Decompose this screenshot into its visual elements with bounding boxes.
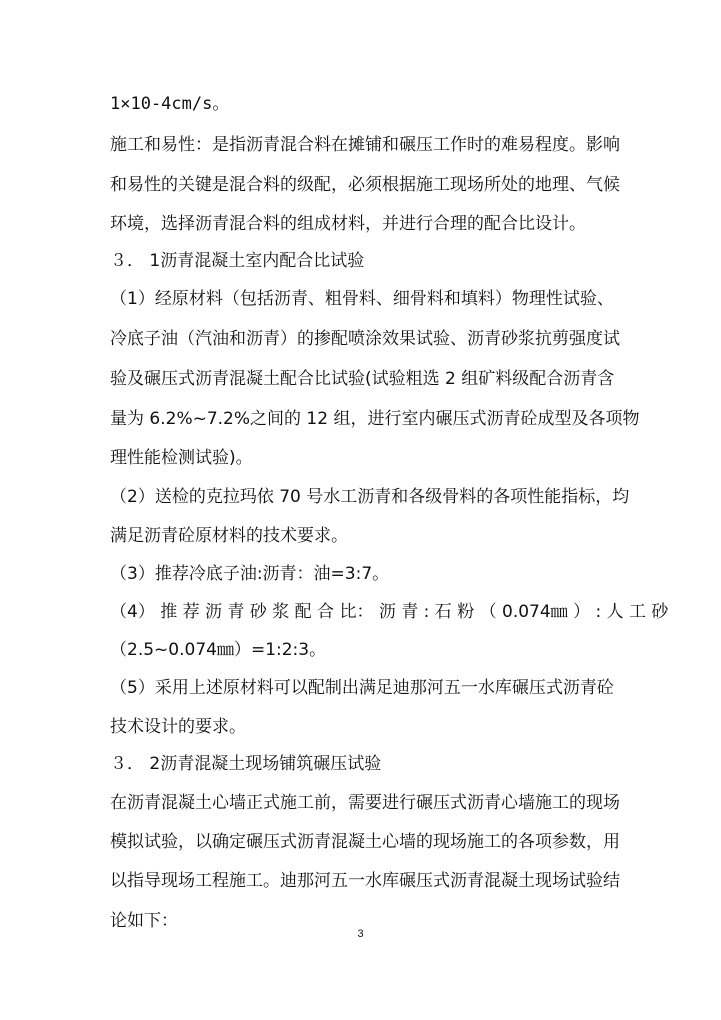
text-line: 以指导现场工程施工。迪那河五一水库碾压式沥青混凝土现场试验结	[110, 871, 620, 891]
text-line: 模拟试验，以确定碾压式沥青混凝土心墙的现场施工的各项参数，用	[110, 832, 620, 852]
text-line: 量为 6.2%~7.2%之间的 12 组，进行室内碾压式沥青砼成型及各项物	[110, 409, 640, 429]
page-number: 3	[357, 928, 364, 940]
text-line: 论如下：	[110, 911, 178, 931]
text-line: （2.5~0.074㎜）=1:2:3。	[110, 640, 327, 660]
text-line: 理性能检测试验)。	[110, 448, 253, 468]
text-line: （1）经原材料（包括沥青、粗骨料、细骨料和填料）物理性试验、	[110, 289, 614, 309]
text-line: 和易性的关键是混合料的级配，必须根据施工现场所处的地理、气候	[110, 175, 620, 195]
text-line: （3）推荐冷底子油:沥青：油=3:7。	[110, 564, 390, 584]
text-line: 在沥青混凝土心墙正式施工前，需要进行碾压式沥青心墙施工的现场	[110, 793, 620, 813]
text-line: 环境，选择沥青混合料的组成材料，并进行合理的配合比设计。	[110, 214, 586, 234]
section-heading: ３． 2沥青混凝土现场铺筑碾压试验	[110, 754, 382, 774]
text-line: 冷底子油（汽油和沥青）的掺配喷涂效果试验、沥青砂浆抗剪强度试	[110, 329, 620, 349]
text-line: （4） 推 荐 沥 青 砂 浆 配 合 比： 沥 青 : 石 粉 （ 0.074㎜ ） : 人 工 砂	[110, 602, 669, 622]
text-line: （5）采用上述原材料可以配制出满足迪那河五一水库碾压式沥青砼	[110, 678, 614, 698]
section-heading: ３． 1沥青混凝土室内配合比试验	[110, 251, 365, 271]
text-line: 技术设计的要求。	[110, 717, 246, 737]
text-line: 验及碾压式沥青混凝土配合比试验(试验粗选 2 组矿料级配合沥青含	[110, 369, 615, 389]
text-line: 1×10-4cm/s。	[110, 94, 230, 114]
text-line: 施工和易性：是指沥青混合料在摊铺和碾压工作时的难易程度。影响	[110, 135, 620, 155]
text-line: （2）送检的克拉玛依 70 号水工沥青和各级骨料的各项性能指标，均	[110, 487, 630, 507]
text-line: 满足沥青砼原材料的技术要求。	[110, 526, 348, 546]
